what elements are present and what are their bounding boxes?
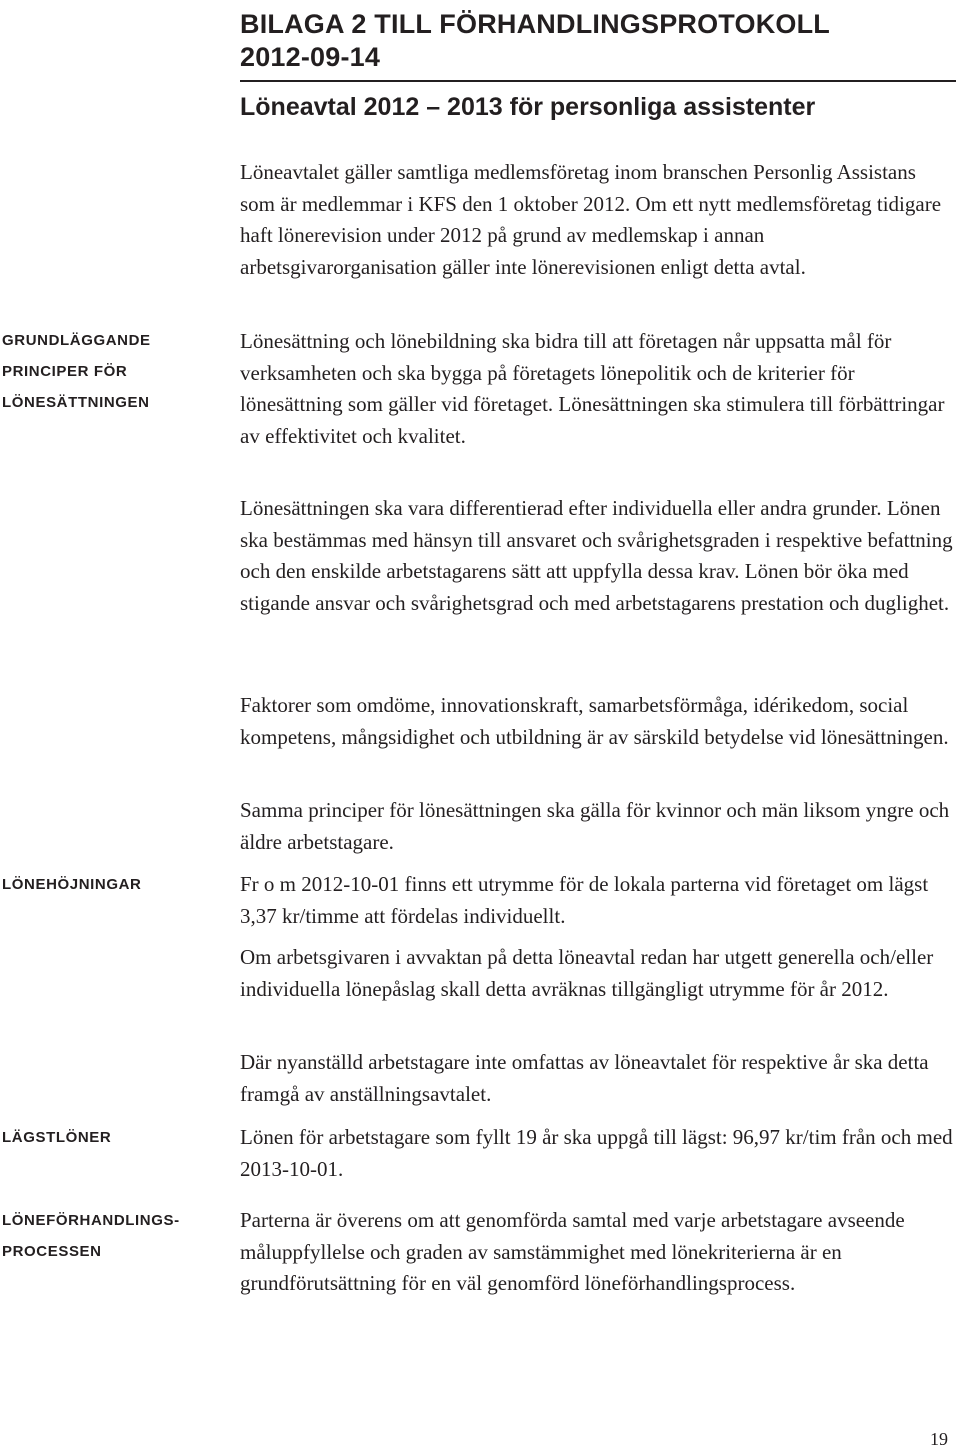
paragraph-raises-3: Där nyanställd arbetstagare inte omfattas av löneavtalet för respektive år ska detta framgå av anställningsavtalet.	[240, 1050, 929, 1106]
paragraph-intro: Löneavtalet gäller samtliga medlemsföretag inom branschen Personlig Assistans som är medlemmar i KFS den 1 oktober 2012. Om ett nytt medlemsföretag tidigare haft lönerevision under 2012 på grund av medlemskap i annan arbetsgivarorganisation gäller inte lönerevisionen enligt detta avtal.	[240, 160, 942, 279]
title-line-1: BILAGA 2 TILL FÖRHANDLINGSPROTOKOLL	[240, 9, 830, 39]
paragraph-negotiation-process: Parterna är överens om att genomförda samtal med varje arbetstagare avseende måluppfyllelse och graden av samstämmighet med lönekriterierna är en grundförutsättning för en väl genomförd löneförhandlingsprocess.	[240, 1208, 905, 1295]
section-label-principles: GRUNDLÄGGANDE PRINCIPER FÖR LÖNESÄTTNINGEN	[2, 332, 151, 411]
paragraph-raises-1: Fr o m 2012-10-01 finns ett utrymme för de lokala parterna vid företaget om lägst 3,37 kr/timme att fördelas individuellt.	[240, 872, 929, 928]
paragraph-raises-2: Om arbetsgivaren i avvaktan på detta löneavtal redan har utgett generella och/eller individuella lönepåslag skall detta avräknas tillgängligt utrymme för år 2012.	[240, 945, 934, 1001]
section-label-raises: LÖNEHÖJNINGAR	[2, 876, 142, 893]
title-line-2: 2012-09-14	[240, 42, 381, 72]
document-title	[240, 8, 940, 74]
paragraph-principles-4: Samma principer för lönesättningen ska gälla för kvinnor och män liksom yngre och äldre arbetstagare.	[240, 798, 950, 854]
document-subtitle: Löneavtal 2012 – 2013 för personliga assistenter	[240, 93, 816, 121]
paragraph-minimum-wages: Lönen för arbetstagare som fyllt 19 år ska uppgå till lägst: 96,97 kr/tim från och med 2013-10-01.	[240, 1125, 953, 1181]
paragraph-principles-2: Lönesättningen ska vara differentierad efter individuella eller andra grunder. Lönen ska bestämmas med hänsyn till ansvaret och svårighetsgraden i respektive befattning och den enskilde arbetstagarens sätt att uppfylla dessa krav. Lönen bör öka med stigande ansvar och svårighetsgrad och med arbetstagarens prestation och duglighet.	[240, 496, 953, 615]
header-divider	[240, 80, 956, 82]
page-number: 19	[930, 1429, 948, 1449]
section-label-negotiation-process: LÖNEFÖRHANDLINGS- PROCESSEN	[2, 1212, 180, 1260]
paragraph-principles-3: Faktorer som omdöme, innovationskraft, samarbetsförmåga, idérikedom, social kompetens, mångsidighet och utbildning är av särskild betydelse vid lönesättningen.	[240, 693, 949, 749]
section-label-minimum-wages: LÄGSTLÖNER	[2, 1129, 112, 1146]
paragraph-principles-1: Lönesättning och lönebildning ska bidra till att företagen når uppsatta mål för verksamheten och ska bygga på företagets lönepolitik och de kriterier för lönesättning som gäller vid företaget. Lönesättningen ska stimulera till förbättringar av effektivitet och kvalitet.	[240, 329, 945, 448]
